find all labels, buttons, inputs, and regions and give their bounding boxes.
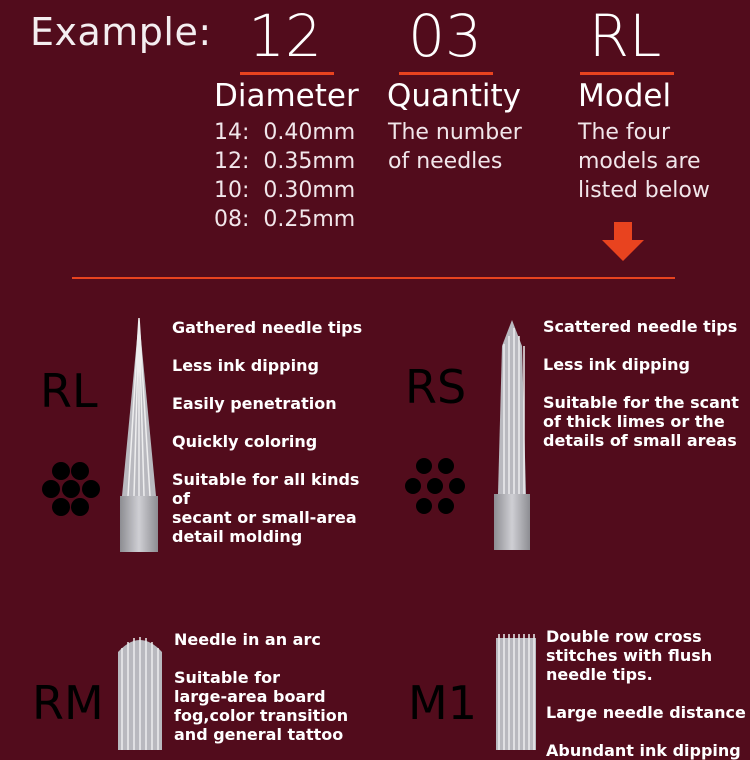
diameter-row: 10: 0.30mm — [214, 178, 356, 203]
feature-item: Needle in an arc — [174, 630, 321, 649]
model-underline — [580, 72, 674, 75]
feature-item: Suitable for large-area board fog,color transition and general tattoo — [174, 668, 349, 744]
quantity-underline — [399, 72, 493, 75]
quantity-desc-line: of needles — [388, 149, 503, 174]
m1-needle-illustration — [494, 630, 538, 750]
feature-item: Suitable for the scant of thick limes or the details of small areas — [543, 393, 739, 450]
arrow-down-icon — [600, 222, 646, 262]
model-heading: Model — [578, 78, 672, 114]
rs-needle-illustration — [492, 316, 532, 550]
diameter-row: 14: 0.40mm — [214, 120, 356, 145]
rm-feature-list — [174, 630, 384, 744]
feature-item: Less ink dipping — [543, 355, 690, 374]
feature-item: Double row cross stitches with flush needle tips. — [546, 627, 713, 684]
feature-item: Less ink dipping — [172, 356, 319, 375]
quantity-heading: Quantity — [387, 78, 521, 114]
model-code: RL — [588, 2, 662, 70]
feature-item: Abundant ink dipping — [546, 741, 741, 760]
quantity-desc — [388, 118, 522, 176]
rs-feature-list — [543, 317, 748, 450]
feature-item: Large needle distance — [546, 703, 746, 722]
section-divider — [72, 277, 675, 279]
feature-item: Gathered needle tips — [172, 318, 363, 337]
rl-needle-illustration — [118, 316, 160, 552]
model-desc — [578, 118, 710, 205]
feature-item: Quickly coloring — [172, 432, 318, 451]
rs-cluster-icon — [404, 456, 468, 518]
diameter-code: 12 — [248, 2, 322, 70]
model-rl-code: RL — [40, 364, 98, 418]
m1-feature-list — [546, 627, 746, 760]
model-rm-code: RM — [32, 676, 104, 730]
model-m1-code: M1 — [408, 676, 477, 730]
diameter-heading: Diameter — [214, 78, 359, 114]
rl-feature-list — [172, 318, 382, 546]
quantity-desc-line: The number — [388, 120, 522, 145]
example-label: Example: — [30, 10, 212, 54]
diameter-underline — [240, 72, 334, 75]
model-desc-line: The four — [578, 120, 671, 145]
rl-cluster-icon — [42, 460, 102, 518]
diameter-row: 12: 0.35mm — [214, 149, 356, 174]
model-desc-line: listed below — [578, 178, 710, 203]
rm-needle-illustration — [116, 632, 164, 750]
feature-item: Easily penetration — [172, 394, 337, 413]
feature-item: Suitable for all kinds of secant or small-area detail molding — [172, 470, 360, 546]
model-desc-line: models are — [578, 149, 701, 174]
diameter-row: 08: 0.25mm — [214, 207, 356, 232]
diameter-list — [214, 118, 355, 234]
feature-item: Scattered needle tips — [543, 317, 738, 336]
model-rs-code: RS — [405, 360, 467, 414]
quantity-code: 03 — [408, 2, 482, 70]
